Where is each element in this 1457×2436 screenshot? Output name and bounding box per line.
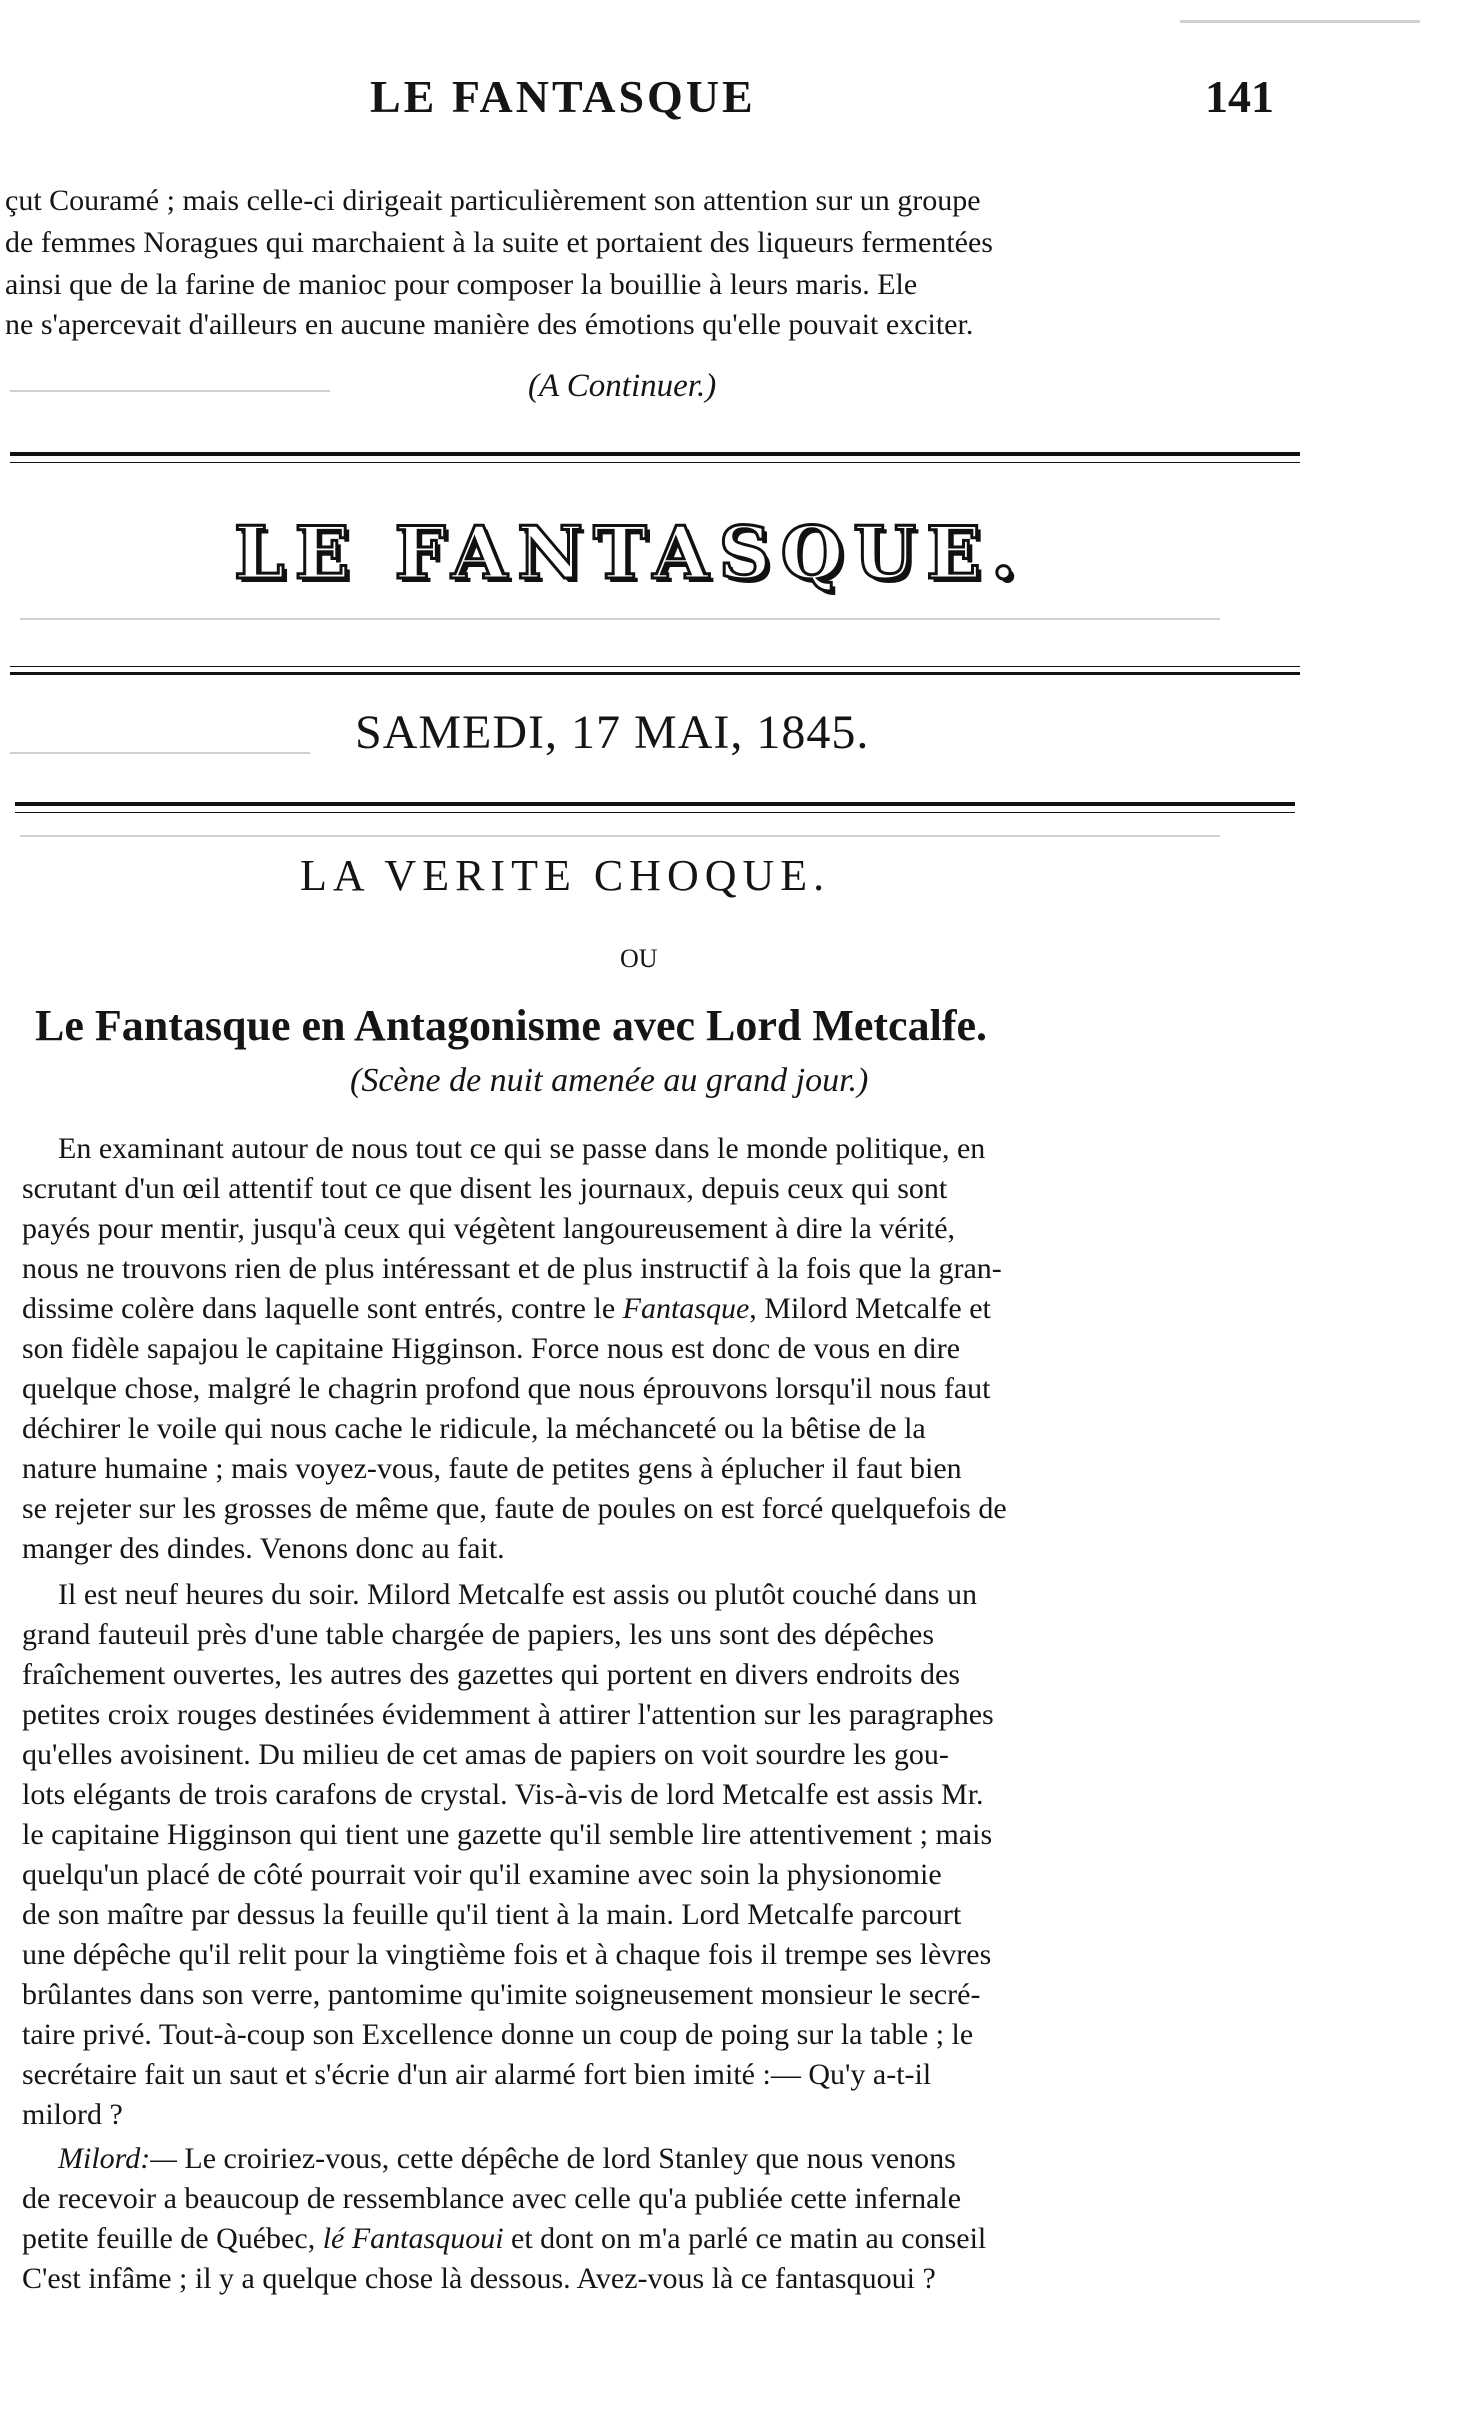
text-line [58,2140,956,2178]
running-title: LE FANTASQUE [370,71,756,122]
text-span: dissime colère dans laquelle sont entrés, contre le [22,1292,616,1325]
text-line: de recevoir a beaucoup de ressemblance avec celle qu'a publiée cette infernale [22,2182,962,2215]
to-be-continued-note: (A Continuer.) [528,368,717,404]
article-title-connector: OU [620,944,658,973]
text-line: Il est neuf heures du soir. Milord Metcalfe est assis ou plutôt couché dans un [58,1578,977,1611]
running-header [0,70,1457,130]
text-line: fraîchement ouvertes, les autres des gazettes qui portent en divers endroits des [22,1658,961,1691]
divider-rule [10,462,1300,463]
text-line: de son maître par dessus la feuille qu'il tient à la main. Lord Metcalfe parcourt [22,1898,962,1931]
text-line: ne s'apercevait d'ailleurs en aucune manière des émotions qu'elle pouvait exciter. [5,308,974,341]
text-span: , Milord Metcalfe et [749,1292,991,1325]
newspaper-name-italic: lé Fantasquoui [322,2222,504,2255]
text-line: taire privé. Tout-à-coup son Excellence donne un coup de poing sur la table ; le [22,2018,974,2051]
text-line: son fidèle sapajou le capitaine Higginson. Force nous est donc de vous en dire [22,1332,961,1365]
text-line: brûlantes dans son verre, pantomime qu'imite soigneusement monsieur le secré- [22,1978,981,2011]
masthead-title: LE FANTASQUE. [233,510,1027,595]
text-line: grand fauteuil près d'une table chargée de papiers, les uns sont des dépêches [22,1618,935,1651]
divider-rule [15,802,1295,806]
text-line [22,2220,986,2258]
speaker-label: Milord:— [58,2142,177,2175]
text-line: qu'elles avoisinent. Du milieu de cet amas de papiers on voit sourdre les gou- [22,1738,949,1771]
text-line: scrutant d'un œil attentif tout ce que disent les journaux, depuis ceux qui sont [22,1172,948,1205]
text-line: se rejeter sur les grosses de même que, faute de poules on est forcé quelquefois de [22,1492,1007,1525]
divider-rule [10,666,1300,667]
print-speckle [20,618,1220,620]
text-line: nous ne trouvons rien de plus intéressant et de plus instructif à la fois que la gran- [22,1252,1002,1285]
scene-note: (Scène de nuit amenée au grand jour.) [350,1062,869,1099]
divider-rule [10,452,1300,456]
text-line [22,1290,991,1328]
text-line: payés pour mentir, jusqu'à ceux qui végètent langoureusement à dire la vérité, [22,1212,956,1245]
text-line: milord ? [22,2098,123,2131]
print-speckle [20,835,1220,837]
text-line: quelque chose, malgré le chagrin profond que nous éprouvons lorsqu'il nous faut [22,1372,991,1405]
text-line: manger des dindes. Venons donc au fait. [22,1532,505,1565]
article-title: LA VERITE CHOQUE. [300,851,831,900]
text-line: nature humaine ; mais voyez-vous, faute de petites gens à éplucher il faut bien [22,1452,962,1485]
newspaper-name-italic: Fantasque [622,1292,750,1325]
text-span: Le croiriez-vous, cette dépêche de lord Stanley que nous venons [176,2142,956,2175]
text-line: petites croix rouges destinées évidemment à attirer l'attention sur les paragraphes [22,1698,994,1731]
text-line: le capitaine Higginson qui tient une gazette qu'il semble lire attentivement ; mais [22,1818,993,1851]
text-line: de femmes Noragues qui marchaient à la suite et portaient des liqueurs fermentées [5,226,993,259]
text-line: quelqu'un placé de côté pourrait voir qu'il examine avec soin la physionomie [22,1858,942,1891]
issue-date: SAMEDI, 17 MAI, 1845. [355,706,870,759]
divider-rule [10,672,1300,675]
text-line: une dépêche qu'il relit pour la vingtième fois et à chaque fois il trempe ses lèvres [22,1938,992,1971]
text-line: ainsi que de la farine de manioc pour composer la bouillie à leurs maris. Ele [5,268,918,301]
print-speckle [10,752,310,754]
text-line: lots elégants de trois carafons de crystal. Vis-à-vis de lord Metcalfe est assis Mr. [22,1778,984,1811]
text-span: et dont on m'a parlé ce matin au conseil [503,2222,987,2255]
text-line: secrétaire fait un saut et s'écrie d'un air alarmé fort bien imité :— Qu'y a-t-il [22,2058,932,2091]
text-line: çut Couramé ; mais celle-ci dirigeait particulièrement son attention sur un groupe [5,184,981,217]
print-speckle [10,390,330,392]
text-line: C'est infâme ; il y a quelque chose là dessous. Avez-vous là ce fantasquoui ? [22,2262,936,2295]
text-span: petite feuille de Québec, [22,2222,316,2255]
divider-rule [15,812,1295,813]
text-line: En examinant autour de nous tout ce qui se passe dans le monde politique, en [58,1132,986,1165]
article-subtitle: Le Fantasque en Antagonisme avec Lord Metcalfe. [35,1001,987,1050]
print-speckle [1180,20,1420,23]
page-number: 141 [1205,71,1274,122]
text-line: déchirer le voile qui nous cache le ridicule, la méchanceté ou la bêtise de la [22,1412,926,1445]
